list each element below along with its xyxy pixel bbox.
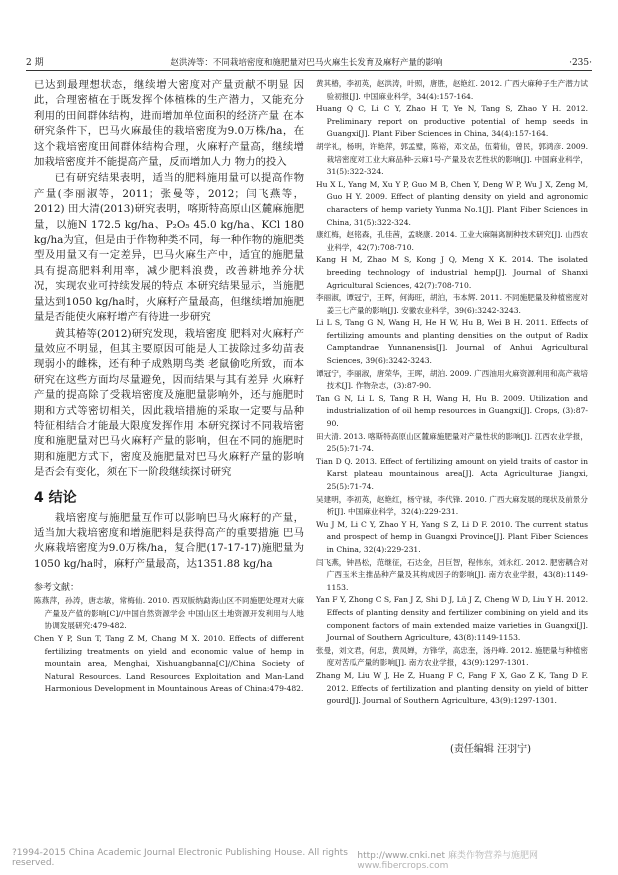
left-column xyxy=(34,78,304,696)
running-header xyxy=(26,52,592,68)
reference-item: Huang Q C, Li C Y, Zhao H T, Ye N, Tang S, Zhao Y H. 2012. Preliminary report on productive potential of hemp seeds in Guangxi[J]. Plant Fiber Sciences in China, 34(4):157-164. xyxy=(316,104,588,139)
reference-item: 黄其椿，李初英，赵洪涛，叶照，唐胜，赵艳红. 2012. 广西大麻种子生产潜力试验初报[J]. 中国麻业科学，34(4):157-164. xyxy=(316,79,588,101)
issue-label: 2 期 xyxy=(26,58,44,68)
reference-item: Yan F Y, Zhong C S, Fan J Z, Shi D J, Lü J Z, Cheng W D, Liu Y H. 2012. Effects of planting density and fertilizer combining on yield and its component factors of main extended maize varieties in Guangxi[J]. Journal of Southern Agriculture, 43(8):1149-1153. xyxy=(316,595,588,643)
reference-item: Zhang M, Liu W J, He Z, Huang F C, Fang F X, Gao Z K, Tang D F. 2012. Effects of fertilization and planting density on yield of bitter gourd[J]. Journal of Southern Agriculture, 43(9):1297-1301. xyxy=(316,670,588,706)
reference-item: 吴建明，李初英，赵艳红，杨守禄，李代锋. 2010. 广西大麻发展的现状及前景分析[J]. 中国麻业科学，32(4):229-231. xyxy=(316,494,588,517)
references-heading: 参考文献： xyxy=(34,583,80,594)
header-rule xyxy=(26,70,592,71)
reference-item: 闫飞燕，钟昌松，范继征，石达金，吕巨智，程伟东，刘永红. 2012. 肥密耦合对广西玉米主推品种产量及其构成因子的影响[J]. 南方农业学报，43(8):1149-1153. xyxy=(316,557,588,592)
footer-link[interactable]: http://www.cnki.net xyxy=(357,851,446,861)
reference-item: Hu X L, Yang M, Xu Y P, Guo M B, Chen Y, Deng W P, Wu J X, Zeng M, Guo H Y. 2009. Effect of planting density on yield and agronomic characters of hemp variety Yunma No.1[J]. Plant Fiber Sciences in China, 31(5):322-324. xyxy=(316,179,588,227)
reference-item: 李丽淑，谭冠宁，王晖，何海旺，胡泊，韦本辉. 2011. 不同施肥量及种植密度对姜三七产量的影响[J]. 安徽农业科学，39(6):3242-3243. xyxy=(316,293,588,315)
body-paragraph: 已达到最理想状态，继续增大密度对产量贡献不明显 因此，合理密植在于既发挥个体植株的生产潜力，又能充分利用的田间群体结构，进而增加单位面积的经济产量 在本研究条件下，巴马火麻最佳的栽培密度为9.0万株/ha，在这个栽培密度田间群体结构合理，火麻籽产量高，继续增加栽培密度并不能提高产量，反而增加人力 物力的投入 xyxy=(34,79,304,169)
copyright-notice: ?1994-2015 China Academic Journal Electronic Publishing House. All rights reserved. xyxy=(12,848,348,868)
reference-item: 陈燕萍，孙涛，唐志敏，常梅仙. 2010. 西双版纳勐海山区不同施肥处理对大麻产量及产值的影响[C]//中国自然资源学会 中国山区土地资源开发利用与人地协调发展研究:479-482. xyxy=(34,596,304,631)
footer-site xyxy=(357,848,606,871)
page-footer xyxy=(12,848,606,871)
watermark-text: 麻类作物营养与施肥网 www.fibercrops.com xyxy=(357,851,538,871)
reference-item: 田大清. 2013. 喀斯特高原山区麓麻施肥量对产量性状的影响[J]. 江西农业学报，25(5):71-74. xyxy=(316,431,588,454)
reference-item: Wu J M, Li C Y, Zhao Y H, Yang S Z, Li D F. 2010. The current status and prospect of hemp in Guangxi Province[J]. Plant Fiber Sciences in China, 32(4):229-231. xyxy=(316,519,588,554)
reference-item: 康红梅，赵铭森，孔佳茜，孟晓康. 2014. 工业大麻隔离制种技术研究[J]. 山西农业科学，42(7):708-710. xyxy=(316,230,588,252)
reference-item: Kang H M, Zhao M S, Kong J Q, Meng X K. 2014. The isolated breeding technology of industrial hemp[J]. Journal of Shanxi Agricultural Sciences, 42(7):708-710. xyxy=(316,255,588,290)
section-heading: 4 结论 xyxy=(34,489,77,506)
reference-item: Chen Y P, Sun T, Tang Z M, Chang M X. 2010. Effects of different fertilizing treatments on yield and economic value of hemp in mountain area, Menghai, Xishuangbanna[C]//China Society of Natural Resources. Land Resources Exploitation and Man-Land Harmonious Development in Mountainous Areas of China:479-482. xyxy=(34,633,304,694)
reference-item: Tian D Q. 2013. Effect of fertilizing amount on yield traits of castor in Karst plateau mountainous area[J]. Acta Agriculturae Jiangxi, 25(5):71-74. xyxy=(316,456,588,491)
reference-item: 张曼，刘文君，何忠，黄凤婵，方锋学，高忠奎，汤丹峰. 2012. 施肥量与种植密度对苦瓜产量的影响[J]. 南方农业学报，43(9):1297-1301. xyxy=(316,645,588,668)
body-paragraph: 黄其椿等(2012)研究发现，栽培密度 肥料对火麻籽产量效应不明显，但其主要原因可能是人工拔除过多幼苗表现弱小的雌株，还有种子成熟期鸟类 老鼠偷吃所致，而本研究在这些方面均尽量避免，因而结果与其有差异 火麻籽产量的提高除了受栽培密度及施肥量影响外，还与施肥时期和方式等密切相关，因此栽培措施的采取一定要与品种特征相结合才能最大限度发挥作用 本研究探讨不同栽培密度和施肥量对巴马火麻籽产量的影响，但在不同的施肥时期和施肥方式下，密度及施肥量对巴马火麻籽产量的影响是否会有变化，须在下一阶段继续探讨研究 xyxy=(34,327,304,479)
right-column xyxy=(316,78,588,708)
reference-item: 胡学礼，杨明，许艳萍，郭孟璧，陈裕，邓文品，伍菊仙，曾民，郭鸿彦. 2009. 栽培密度对工业大麻品种-云麻1号-产量及农艺性状的影响[J]. 中国麻业科学，31(5):322-324. xyxy=(316,141,588,177)
page-number: ·235· xyxy=(569,58,592,68)
running-title: 赵洪涛等：不同栽培密度和施肥量对巴马火麻生长发育及麻籽产量的影响 xyxy=(170,58,443,68)
body-paragraph: 已有研究结果表明，适当的肥料施用量可以提高作物产量(李丽淑等，2011；张曼等，2012；闫飞燕等，2012) 田大清(2013)研究表明，喀斯特高原山区麓麻施肥量，以施N 172.5 kg/ha、P₂O₅ 45.0 kg/ha、KCl 180 kg/ha为宜，但是由于作物种类不同，每一种作物的施肥类型及用量又有一定差异，巴马火麻生产中，适宜的施肥量具有提高肥料利用率，减少肥料浪费，改善耕地养分状况，实现农业可持续发展的特点 本研究结果显示，当施肥量达到1050 kg/ha时，火麻籽产量最高，但继续增加施肥量是否能使火麻籽增产有待进一步研究 xyxy=(34,172,304,324)
reference-item: 谭冠宁，李丽淑，唐荣华，王晖，胡泊. 2009. 广西油用火麻资源利用和高产栽培技术[J]. 作物杂志，(3):87-90. xyxy=(316,368,588,391)
responsible-editor: (责任编辑 汪羽宁) xyxy=(450,744,531,755)
reference-item: Tan G N, Li L S, Tang R H, Wang H, Hu B. 2009. Utilization and industrialization of oil hemp resources in Guangxi[J]. Crops, (3):87-90. xyxy=(316,393,588,429)
conclusion-paragraph: 栽培密度与施肥量互作可以影响巴马火麻籽的产量，适当加大栽培密度和增施肥料是获得高产的重要措施 巴马火麻栽培密度为9.0万株/ha，复合肥(17-17-17)施肥量为1050 kg/ha时，麻籽产量最高，达1351.88 kg/ha xyxy=(34,511,304,570)
reference-item: Li L S, Tang G N, Wang H, He H W, Hu B, Wei B H. 2011. Effects of fertilizing amounts and planting densities on the output of Radix Camptandrae Yunnanensis[J]. Journal of Anhui Agricultural Sciences, 39(6):3242-3243. xyxy=(316,318,588,366)
